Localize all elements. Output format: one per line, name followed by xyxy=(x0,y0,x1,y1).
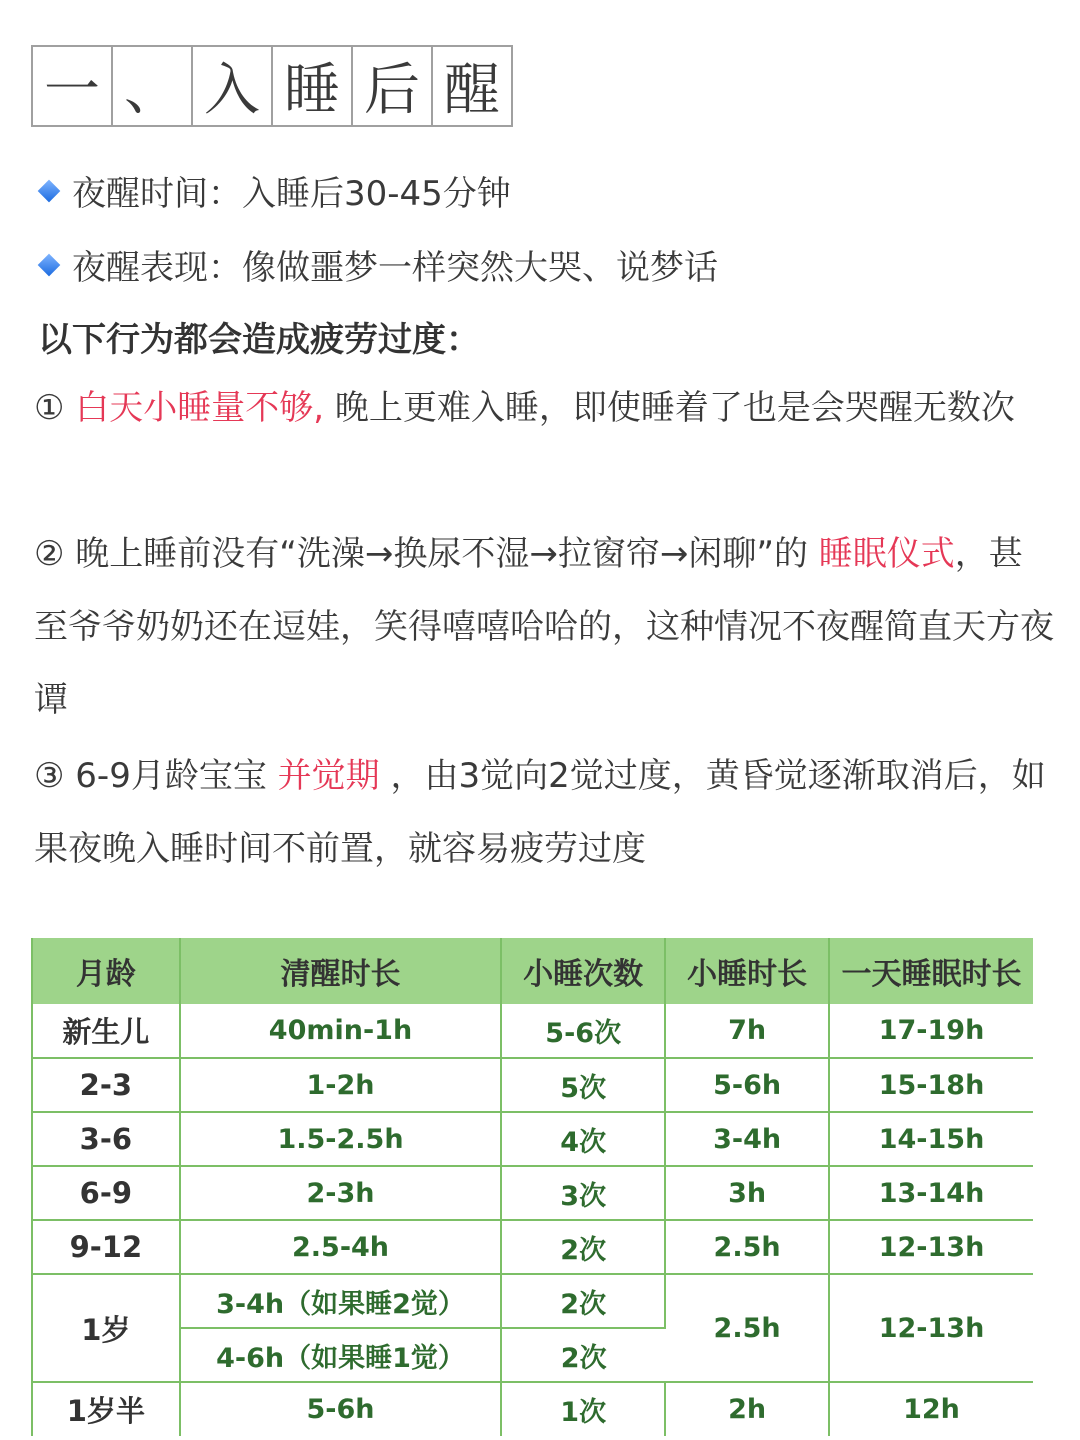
diamond-bullet-icon xyxy=(38,254,60,276)
table-cell: 2h xyxy=(665,1382,829,1436)
table-cell: 2.5h xyxy=(665,1220,829,1274)
item-highlight: 睡眠仪式 xyxy=(818,534,955,574)
table-cell: 2-3 xyxy=(32,1058,180,1112)
table-cell: 1岁 xyxy=(32,1274,180,1382)
item-prefix: ② 晚上睡前没有“洗澡→换尿不湿→拉窗帘→闲聊”的 xyxy=(34,534,819,574)
bullet-wake-time xyxy=(38,166,511,215)
table-cell: 2.5-4h xyxy=(180,1220,501,1274)
header-awake: 清醒时长 xyxy=(180,938,501,1004)
item-1 xyxy=(34,372,1054,445)
table-cell: 5次 xyxy=(501,1058,665,1112)
table-row xyxy=(32,1166,1033,1220)
table-cell: 3-4h（如果睡2觉） xyxy=(180,1274,501,1328)
table-cell: 2次 xyxy=(501,1220,665,1274)
table-cell: 9-12 xyxy=(32,1220,180,1274)
table-cell: 40min-1h xyxy=(180,1004,501,1058)
table-cell: 12-13h xyxy=(829,1274,1033,1382)
header-total-sleep: 一天睡眠时长 xyxy=(829,938,1033,1004)
table-cell: 12-13h xyxy=(829,1220,1033,1274)
header-nap-length: 小睡时长 xyxy=(665,938,829,1004)
table-cell: 2次 xyxy=(501,1328,665,1382)
item-text: ，甚至爷爷奶奶还在逗娃，笑得嘻嘻哈哈的，这种情况不夜醒简直天方夜谭 xyxy=(34,534,1054,720)
item-3 xyxy=(34,740,1054,886)
item-prefix: ③ 6-9月龄宝宝 xyxy=(34,756,278,796)
title-char: 后 xyxy=(353,47,433,125)
section-heading: 以下行为都会造成疲劳过度： xyxy=(38,320,480,360)
item-highlight: 并觉期 xyxy=(277,756,380,796)
table-cell: 4-6h（如果睡1觉） xyxy=(180,1328,501,1382)
item-highlight: 白天小睡量不够, xyxy=(75,388,325,428)
title-boxes xyxy=(31,45,513,127)
table-cell: 7h xyxy=(665,1004,829,1058)
table-cell: 4次 xyxy=(501,1112,665,1166)
table-row xyxy=(32,1058,1033,1112)
diamond-bullet-icon xyxy=(38,180,60,202)
table-header-row xyxy=(32,938,1033,1004)
table-cell: 3-6 xyxy=(32,1112,180,1166)
bullet-wake-behavior xyxy=(38,240,718,289)
title-char: 一 xyxy=(33,47,113,125)
table-row xyxy=(32,1382,1033,1436)
table-cell: 12h xyxy=(903,1394,960,1425)
table-cell: 2-3h xyxy=(180,1166,501,1220)
table-cell: 17-19h xyxy=(829,1004,1033,1058)
table-cell: 新生儿 xyxy=(32,1004,180,1058)
header-age: 月龄 xyxy=(32,938,180,1004)
table-cell: 13-14h xyxy=(829,1166,1033,1220)
table-row xyxy=(32,1004,1033,1058)
table-cell: 1岁半 xyxy=(32,1382,180,1436)
item-text: ，由3觉向2觉过度，黄昏觉逐渐取消后，如果夜晚入睡时间不前置，就容易疲劳过度 xyxy=(34,756,1046,869)
table-cell: 5-6h xyxy=(180,1382,501,1436)
header-naps: 小睡次数 xyxy=(501,938,665,1004)
table-cell: 3h xyxy=(665,1166,829,1220)
title-char: 醒 xyxy=(444,58,500,123)
table-cell: 3次 xyxy=(501,1166,665,1220)
table-cell: 5-6h xyxy=(665,1058,829,1112)
bullet-text: 夜醒时间：入睡后30-45分钟 xyxy=(72,174,511,214)
table-cell: 15-18h xyxy=(829,1058,1033,1112)
table-row xyxy=(32,1274,1033,1328)
title-char: 入 xyxy=(193,47,273,125)
title-char: 、 xyxy=(113,47,193,125)
table-cell: 5-6次 xyxy=(501,1004,665,1058)
table-cell: 3-4h xyxy=(665,1112,829,1166)
table-cell: 1-2h xyxy=(180,1058,501,1112)
item-text: 晚上更难入睡，即使睡着了也是会哭醒无数次 xyxy=(324,388,1015,428)
table-cell: 2.5h xyxy=(665,1274,829,1382)
item-2 xyxy=(34,518,1054,737)
table-cell: 6-9 xyxy=(32,1166,180,1220)
bullet-text: 夜醒表现：像做噩梦一样突然大哭、说梦话 xyxy=(72,248,718,288)
table-cell: 2次 xyxy=(501,1274,665,1328)
table-cell: 14-15h xyxy=(829,1112,1033,1166)
title-char: 睡 xyxy=(273,47,353,125)
table-cell: 1次 xyxy=(501,1382,665,1436)
table-cell: 1.5-2.5h xyxy=(180,1112,501,1166)
sleep-schedule-table xyxy=(31,938,1033,1436)
item-prefix: ① xyxy=(34,388,76,428)
table-row xyxy=(32,1220,1033,1274)
table-row xyxy=(32,1112,1033,1166)
